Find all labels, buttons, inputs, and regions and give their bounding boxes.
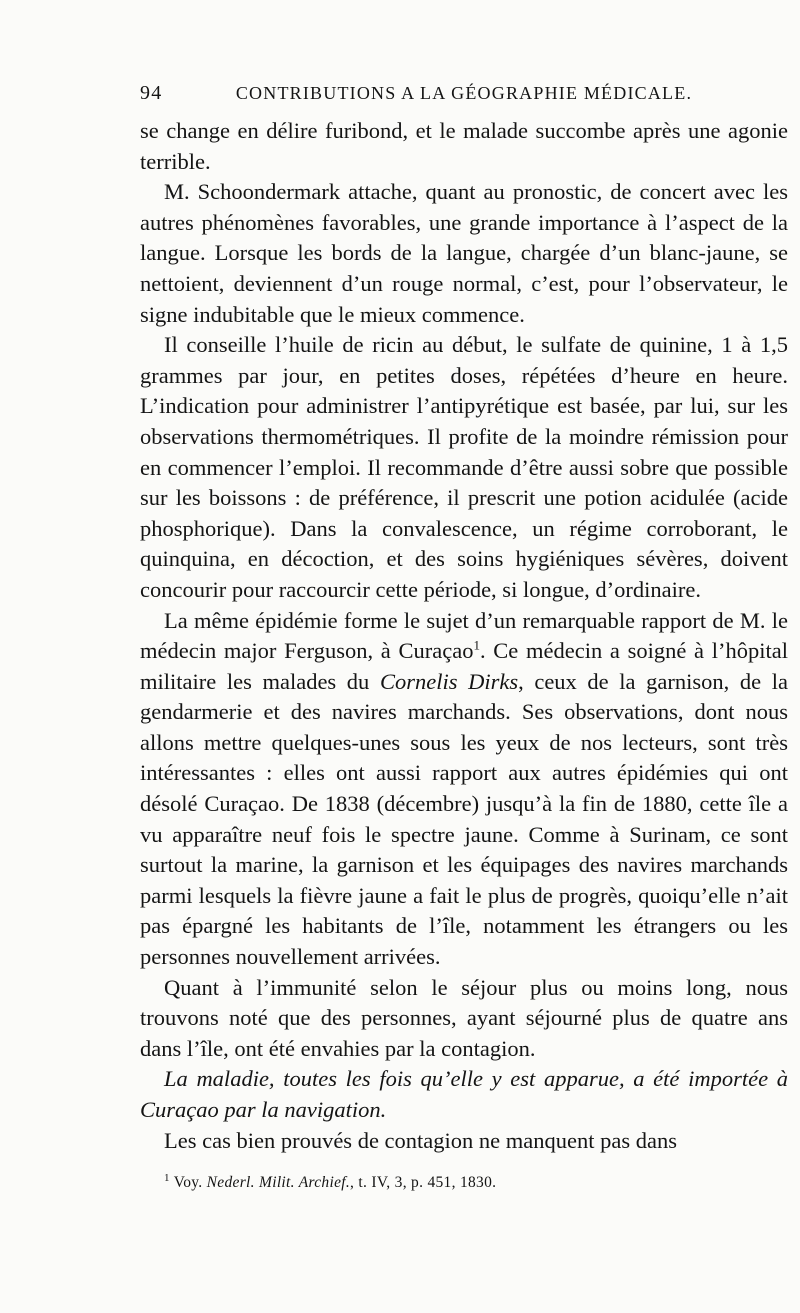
paragraph-4-part-b: . Ce médecin a soigné à l’hôpital militaire les malades du	[140, 638, 788, 694]
paragraph-4	[140, 606, 788, 973]
footnote	[140, 1172, 788, 1192]
paragraph-5: Quant à l’immunité selon le séjour plus ou moins long, nous trouvons noté que des personnes, ayant séjourné plus de quatre ans dans l’île, ont été envahies par la contagion.	[140, 974, 788, 1061]
footnote-rest: , t. IV, 3, p. 451, 1830.	[350, 1174, 497, 1192]
paragraph-4-part-a: La même épidémie forme le sujet d’un remarquable rapport de M. le médecin major Ferguson, à Curaçao	[140, 607, 788, 664]
footnote-source: Nederl. Milit. Archief.	[206, 1174, 351, 1192]
footnote-prefix: Voy.	[173, 1174, 203, 1192]
running-title: CONTRIBUTIONS A LA GÉOGRAPHIE MÉDICALE.	[235, 83, 693, 103]
footnote-reference: 1	[473, 637, 480, 653]
paragraph-1: se change en délire furibond, et le malade succombe après une agonie terrible.	[140, 118, 788, 174]
paragraph-6-emphasis: La maladie, toutes les fois qu’elle y est apparue, a été importée à Curaçao par la navigation.	[140, 1066, 788, 1122]
paragraph-2: M. Schoondermark attache, quant au pronostic, de concert avec les autres phénomènes favorables, une grande importance à l’aspect de la langue. Lorsque les bords de la langue, chargée d’un blanc-jaune, se nettoient, deviennent d’un rouge normal, c’est, pour l’observateur, le signe indubitable que le mieux commence.	[140, 179, 788, 327]
paragraph-7: Les cas bien prouvés de contagion ne manquent pas dans	[164, 1127, 677, 1153]
ship-name: Cornelis Dirks	[379, 668, 519, 694]
book-page	[140, 82, 788, 1192]
body-text	[140, 116, 788, 1156]
page-number: 94	[140, 82, 163, 104]
paragraph-3: Il conseille l’huile de ricin au début, le sulfate de quinine, 1 à 1,5 grammes par jour, en petites doses, répétées d’heure en heure. L’indication pour administrer l’antipyrétique est basée, par lui, sur les observations thermométriques. Il profite de la moindre rémission pour en commencer l’emploi. Il recommande d’être aussi sobre que possible sur les boissons : de préférence, il prescrit une potion acidulée (acide phosphorique). Dans la convalescence, un régime corroborant, le quinquina, en décoction, et des soins hygiéniques sévères, doivent concourir pour raccourcir cette période, si longue, d’ordinaire.	[140, 332, 788, 602]
running-head	[140, 82, 788, 116]
paragraph-4-part-c: , ceux de la garnison, de la gendarmerie et des navires marchands. Ses observations, dont nous allons mettre quelques-unes sous les yeux de nos lecteurs, sont très intéressantes : elles ont aussi rapport aux autres épidémies qui ont désolé Curaçao. De 1838 (décembre) jusqu’à la fin de 1880, cette île a vu apparaître neuf fois le spectre jaune. Comme à Surinam, ce sont surtout la marine, la garnison et les équipages des navires marchands parmi lesquels la fièvre jaune a fait le plus de progrès, quoiqu’elle n’ait pas épargné les habitants de l’île, notamment les étrangers ou les personnes nouvellement arrivées.	[140, 668, 788, 970]
footnote-mark: 1	[164, 1172, 170, 1185]
